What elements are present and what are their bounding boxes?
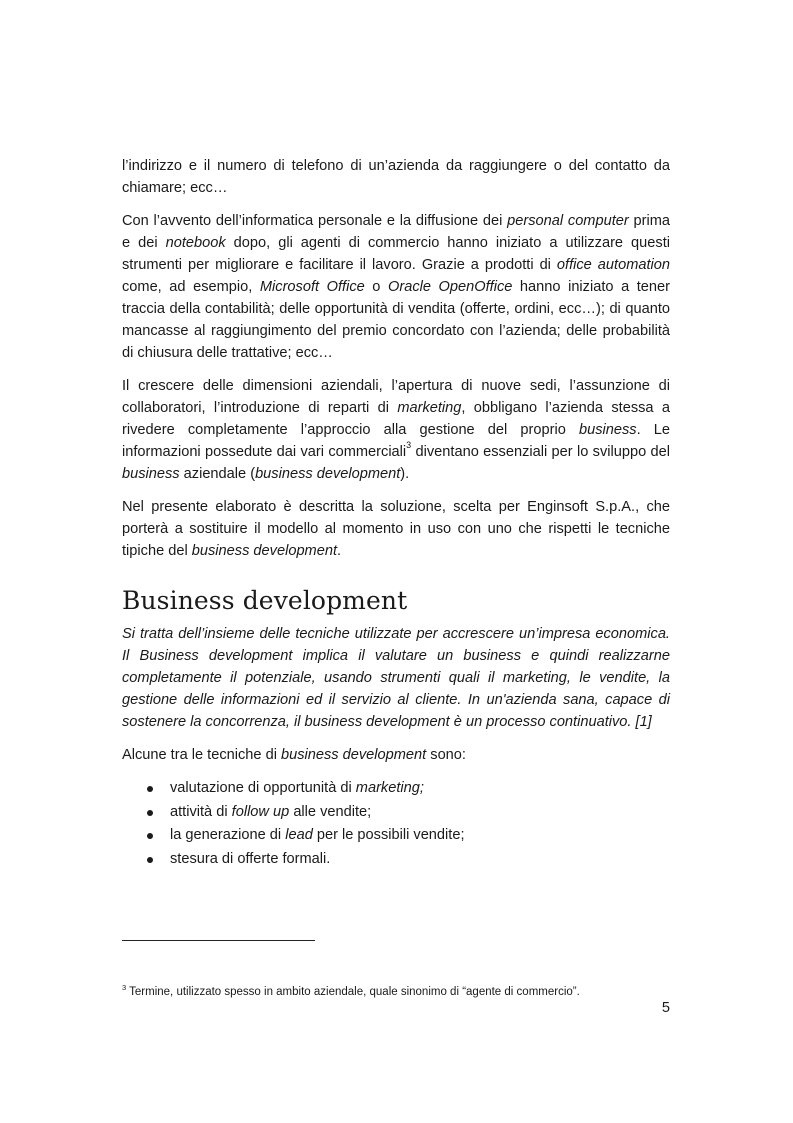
bullet-icon <box>147 833 153 839</box>
paragraph-thesis-scope: Nel presente elaborato è descritta la soluzione, scelta per Enginsoft S.p.A., che porterà a sostituire il modello al momento in uso con uno che rispetti le tecniche tipiche del business development. <box>122 499 670 559</box>
footnote-marker: 3 <box>122 983 127 993</box>
techniques-intro: Alcune tra le tecniche di business development sono: <box>122 747 466 763</box>
techniques-list <box>122 777 670 871</box>
footnote-reference: 3 <box>406 440 412 451</box>
paragraph-company-growth: Il crescere delle dimensioni aziendali, l’apertura di nuove sedi, l’assunzione di collaboratori, l’introduzione di reparti di marketing, obbligano l’azienda stessa a rivedere completamente l’approccio alla gestione del proprio business. Le informazioni possedute dai vari commerciali$^3$ diventano essenziali per lo sviluppo del business aziendale (business development). <box>122 378 670 482</box>
footnote-separator <box>122 940 315 941</box>
bullet-icon <box>147 857 153 863</box>
page-body <box>122 155 670 871</box>
list-item: attività di follow up alle vendite; <box>122 801 670 825</box>
list-item: valutazione di opportunità di marketing; <box>122 777 670 801</box>
page-number: 5 <box>661 1000 670 1016</box>
paragraph-contact-info: l’indirizzo e il numero di telefono di un’azienda da raggiungere o del contatto da chiamare; ecc… <box>122 158 670 196</box>
paragraph-personal-computing: Con l’avvento dell’informatica personale e la diffusione dei personal computer prima e dei notebook dopo, gli agenti di commercio hanno iniziato a utilizzare questi strumenti per migliorare e facilitare il lavoro. Grazie a prodotti di office automation come, ad esempio, Microsoft Office o Oracle OpenOffice hanno iniziato a tener traccia della contabilità; delle opportunità di vendita (offerte, ordini, ecc…); di quanto mancasse al raggiungimento del premio concordato con l’azienda; delle probabilità di chiusura delle trattative; ecc… <box>122 213 671 361</box>
definition-quote: Si tratta dell’insieme delle tecniche utilizzate per accrescere un’impresa economica. Il Business development implica il valutare un business e quindi realizzarne completamente il potenziale, usando strumenti quali il marketing, le vendite, la gestione delle informazioni ed il servizio al cliente. In un'azienda sana, capace di sostenere la concorrenza, il business development è un processo continuativo. [1] <box>122 626 670 730</box>
bullet-icon <box>147 786 153 792</box>
footnote-text: Termine, utilizzato spesso in ambito aziendale, quale sinonimo di “agente di commercio”. <box>126 986 580 998</box>
section-heading: Business development <box>122 586 408 615</box>
list-item: stesura di offerte formali. <box>122 848 670 872</box>
footnote <box>122 984 682 1000</box>
bullet-icon <box>147 810 153 816</box>
list-item: la generazione di lead per le possibili vendite; <box>122 824 670 848</box>
